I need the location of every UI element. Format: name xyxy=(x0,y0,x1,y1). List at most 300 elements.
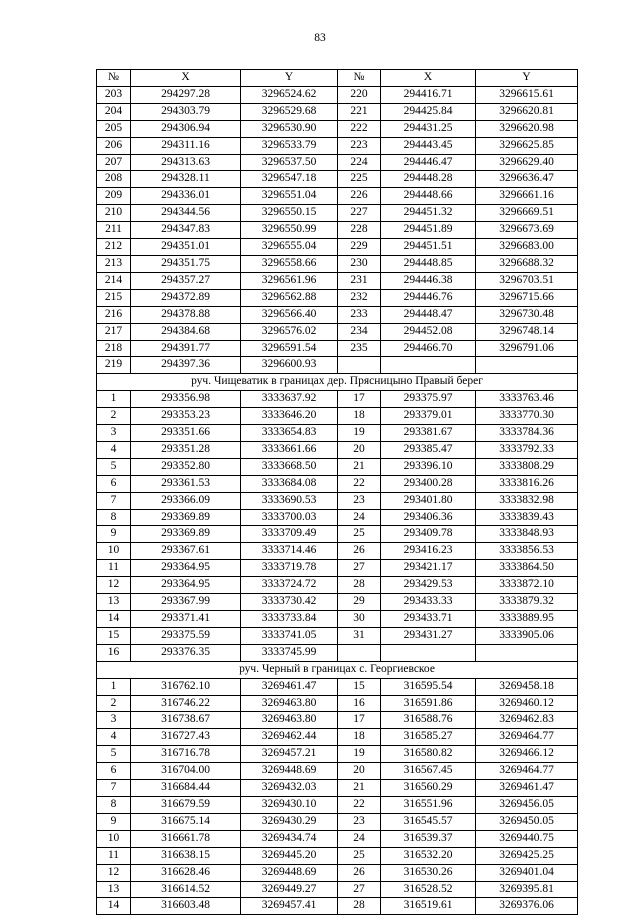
table-cell: 3296530.90 xyxy=(241,120,338,137)
table-cell xyxy=(338,644,381,661)
table-row xyxy=(97,391,578,408)
table-cell: 294313.63 xyxy=(131,154,241,171)
table-row xyxy=(97,492,578,509)
table-cell: 3269463.80 xyxy=(241,695,338,712)
table-cell: 3296791.06 xyxy=(476,340,578,357)
header-row xyxy=(97,70,578,87)
table-cell: 230 xyxy=(338,255,381,272)
table-cell: 293433.33 xyxy=(381,594,476,611)
table-row xyxy=(97,543,578,560)
table-cell: 316545.57 xyxy=(381,813,476,830)
table-cell: 294303.79 xyxy=(131,103,241,120)
table-cell xyxy=(381,644,476,661)
table-cell: 3333684.08 xyxy=(241,475,338,492)
table-cell: 316532.20 xyxy=(381,847,476,864)
table-cell: 316684.44 xyxy=(131,780,241,797)
table-cell: 3269440.75 xyxy=(476,830,578,847)
table-cell: 7 xyxy=(97,492,131,509)
table-cell: 3333741.05 xyxy=(241,627,338,644)
table-cell: 207 xyxy=(97,154,131,171)
table-cell: 3269463.80 xyxy=(241,712,338,729)
table-cell: 3296636.47 xyxy=(476,171,578,188)
table-cell: 294344.56 xyxy=(131,205,241,222)
table-cell: 3269464.77 xyxy=(476,729,578,746)
table-cell: 3333646.20 xyxy=(241,408,338,425)
table-cell: 5 xyxy=(97,746,131,763)
table-cell xyxy=(476,357,578,374)
table-cell: 3333654.83 xyxy=(241,425,338,442)
section-title-row xyxy=(97,661,578,678)
table-cell: 3296703.51 xyxy=(476,272,578,289)
table-cell: 3296576.02 xyxy=(241,323,338,340)
table-cell: 204 xyxy=(97,103,131,120)
table-cell: 3333730.42 xyxy=(241,594,338,611)
table-row xyxy=(97,323,578,340)
table-cell: 3296551.04 xyxy=(241,188,338,205)
table-cell: 294351.01 xyxy=(131,239,241,256)
table-cell: 3333770.30 xyxy=(476,408,578,425)
table-cell: 8 xyxy=(97,796,131,813)
table-cell: 316603.48 xyxy=(131,898,241,915)
table-row xyxy=(97,289,578,306)
table-cell: 14 xyxy=(97,611,131,628)
table-cell: 31 xyxy=(338,627,381,644)
table-cell: 293396.10 xyxy=(381,458,476,475)
table-cell: 209 xyxy=(97,188,131,205)
table-cell: 233 xyxy=(338,306,381,323)
table-row xyxy=(97,695,578,712)
table-cell: 316580.82 xyxy=(381,746,476,763)
table-row xyxy=(97,458,578,475)
table-cell: 294466.70 xyxy=(381,340,476,357)
table-cell: 3269461.47 xyxy=(476,780,578,797)
table-cell: 294425.84 xyxy=(381,103,476,120)
table-cell: 294357.27 xyxy=(131,272,241,289)
table-cell: 293351.28 xyxy=(131,441,241,458)
table-cell: 3333714.46 xyxy=(241,543,338,560)
table-row xyxy=(97,255,578,272)
table-row xyxy=(97,509,578,526)
table-cell: 3296600.93 xyxy=(241,357,338,374)
table-row xyxy=(97,881,578,898)
table-cell: 3333637.92 xyxy=(241,391,338,408)
table-row xyxy=(97,222,578,239)
table-cell: 3296683.00 xyxy=(476,239,578,256)
table-cell: 227 xyxy=(338,205,381,222)
table-cell: 3269434.74 xyxy=(241,830,338,847)
table-row xyxy=(97,171,578,188)
table-cell: 316560.29 xyxy=(381,780,476,797)
table-cell: 293356.98 xyxy=(131,391,241,408)
table-cell: 3296620.98 xyxy=(476,120,578,137)
table-cell: 3333709.49 xyxy=(241,526,338,543)
table-cell: 3333905.06 xyxy=(476,627,578,644)
table-row xyxy=(97,729,578,746)
table-cell: 10 xyxy=(97,543,131,560)
table-cell: 217 xyxy=(97,323,131,340)
table-cell: 30 xyxy=(338,611,381,628)
table-cell: 3333690.53 xyxy=(241,492,338,509)
table-cell: 316551.96 xyxy=(381,796,476,813)
table-cell xyxy=(381,357,476,374)
table-cell: 293381.67 xyxy=(381,425,476,442)
table-cell: 212 xyxy=(97,239,131,256)
table-cell: 294448.66 xyxy=(381,188,476,205)
table-cell: 293371.41 xyxy=(131,611,241,628)
table-cell: 294311.16 xyxy=(131,137,241,154)
table-cell: 3269449.27 xyxy=(241,881,338,898)
table-cell: 3 xyxy=(97,712,131,729)
table-cell: 220 xyxy=(338,86,381,103)
table-cell: 3269376.06 xyxy=(476,898,578,915)
table-cell: 7 xyxy=(97,780,131,797)
table-cell: 293352.80 xyxy=(131,458,241,475)
table-cell: 3333808.29 xyxy=(476,458,578,475)
table-cell: 316762.10 xyxy=(131,678,241,695)
table-cell: 15 xyxy=(338,678,381,695)
table-cell: 3269450.05 xyxy=(476,813,578,830)
table-cell: 3333856.53 xyxy=(476,543,578,560)
table-row xyxy=(97,340,578,357)
table-cell: 293353.23 xyxy=(131,408,241,425)
table-cell: 3296550.15 xyxy=(241,205,338,222)
table-cell: 294328.11 xyxy=(131,171,241,188)
table-body xyxy=(97,86,578,914)
table-row xyxy=(97,425,578,442)
table-cell: 16 xyxy=(97,644,131,661)
table-cell: 18 xyxy=(338,729,381,746)
table-cell xyxy=(338,357,381,374)
table-cell: 293431.27 xyxy=(381,627,476,644)
table-cell: 316585.27 xyxy=(381,729,476,746)
table-row xyxy=(97,441,578,458)
table-cell: 316746.22 xyxy=(131,695,241,712)
table-cell: 3269457.41 xyxy=(241,898,338,915)
coordinates-table xyxy=(96,69,578,915)
table-cell: 234 xyxy=(338,323,381,340)
table-cell: 27 xyxy=(338,881,381,898)
table-cell: 3269466.12 xyxy=(476,746,578,763)
table-cell: 3333668.50 xyxy=(241,458,338,475)
table-cell: 293369.89 xyxy=(131,509,241,526)
table-cell: 3333661.66 xyxy=(241,441,338,458)
table-cell: 316727.43 xyxy=(131,729,241,746)
table-cell: 3296547.18 xyxy=(241,171,338,188)
table-cell: 5 xyxy=(97,458,131,475)
table-cell: 293401.80 xyxy=(381,492,476,509)
table-cell: 3269464.77 xyxy=(476,763,578,780)
table-cell: 18 xyxy=(338,408,381,425)
table-cell: 294391.77 xyxy=(131,340,241,357)
table-cell: 316530.26 xyxy=(381,864,476,881)
table-cell: 210 xyxy=(97,205,131,222)
table-row xyxy=(97,847,578,864)
table-cell: 3296625.85 xyxy=(476,137,578,154)
table-cell: 3333763.46 xyxy=(476,391,578,408)
table-cell: 316628.46 xyxy=(131,864,241,881)
table-cell: 3333816.26 xyxy=(476,475,578,492)
header-cell-y-1: Y xyxy=(241,70,338,87)
table-cell: 3333864.50 xyxy=(476,560,578,577)
section-title: руч. Черный в границах с. Георгиевское xyxy=(97,661,578,678)
table-row xyxy=(97,526,578,543)
table-cell: 9 xyxy=(97,813,131,830)
table-cell: 316704.00 xyxy=(131,763,241,780)
table-row xyxy=(97,678,578,695)
table-cell: 3269457.21 xyxy=(241,746,338,763)
table-row xyxy=(97,780,578,797)
table-cell: 3296748.14 xyxy=(476,323,578,340)
table-cell: 294336.01 xyxy=(131,188,241,205)
header-cell-x-2: X xyxy=(381,70,476,87)
table-cell: 28 xyxy=(338,898,381,915)
table-row xyxy=(97,830,578,847)
table-cell: 293400.28 xyxy=(381,475,476,492)
table-cell: 294306.94 xyxy=(131,120,241,137)
table-row xyxy=(97,577,578,594)
table-cell: 294452.08 xyxy=(381,323,476,340)
table-cell: 3296661.16 xyxy=(476,188,578,205)
table-cell: 3333839.43 xyxy=(476,509,578,526)
table-cell: 3333700.03 xyxy=(241,509,338,526)
table-cell: 12 xyxy=(97,577,131,594)
table-cell: 3296555.04 xyxy=(241,239,338,256)
page-number: 83 xyxy=(314,32,326,44)
table-cell: 3296550.99 xyxy=(241,222,338,239)
table-cell: 316738.67 xyxy=(131,712,241,729)
table-cell: 19 xyxy=(338,746,381,763)
table-cell: 11 xyxy=(97,847,131,864)
table-cell: 316661.78 xyxy=(131,830,241,847)
table-cell: 316519.61 xyxy=(381,898,476,915)
table-header xyxy=(97,70,578,87)
table-cell: 3296669.51 xyxy=(476,205,578,222)
table-cell: 3296561.96 xyxy=(241,272,338,289)
table-cell: 294384.68 xyxy=(131,323,241,340)
table-cell: 3333889.95 xyxy=(476,611,578,628)
table-row xyxy=(97,188,578,205)
table-cell: 293366.09 xyxy=(131,492,241,509)
section-title-row xyxy=(97,374,578,391)
table-cell: 3296566.40 xyxy=(241,306,338,323)
table-cell: 25 xyxy=(338,847,381,864)
table-cell: 28 xyxy=(338,577,381,594)
table-cell: 3269425.25 xyxy=(476,847,578,864)
table-cell: 23 xyxy=(338,813,381,830)
table-row xyxy=(97,408,578,425)
table-cell: 3296524.62 xyxy=(241,86,338,103)
table-cell: 3269432.03 xyxy=(241,780,338,797)
table-cell: 27 xyxy=(338,560,381,577)
table-cell: 21 xyxy=(338,780,381,797)
table-cell: 3269461.47 xyxy=(241,678,338,695)
table-cell: 3296591.54 xyxy=(241,340,338,357)
table-cell: 3333745.99 xyxy=(241,644,338,661)
table-cell: 20 xyxy=(338,441,381,458)
table-cell: 294448.47 xyxy=(381,306,476,323)
table-cell: 26 xyxy=(338,864,381,881)
table-row xyxy=(97,898,578,915)
table-cell: 14 xyxy=(97,898,131,915)
table-cell: 3269430.10 xyxy=(241,796,338,813)
table-row xyxy=(97,763,578,780)
table-cell: 293409.78 xyxy=(381,526,476,543)
header-cell-y-2: Y xyxy=(476,70,578,87)
table-cell: 3269462.83 xyxy=(476,712,578,729)
table-cell: 3296730.48 xyxy=(476,306,578,323)
table-cell: 293375.59 xyxy=(131,627,241,644)
table-cell: 1 xyxy=(97,678,131,695)
table-cell: 294446.76 xyxy=(381,289,476,306)
table-cell: 3269460.12 xyxy=(476,695,578,712)
table-cell: 3269448.69 xyxy=(241,864,338,881)
table-cell: 293433.71 xyxy=(381,611,476,628)
table-cell: 222 xyxy=(338,120,381,137)
table-cell: 316591.86 xyxy=(381,695,476,712)
table-row xyxy=(97,154,578,171)
table-cell: 1 xyxy=(97,391,131,408)
table-row xyxy=(97,103,578,120)
table-cell: 20 xyxy=(338,763,381,780)
table-cell: 3296558.66 xyxy=(241,255,338,272)
table-cell: 294446.38 xyxy=(381,272,476,289)
table-cell: 25 xyxy=(338,526,381,543)
table-row xyxy=(97,644,578,661)
table-cell: 316716.78 xyxy=(131,746,241,763)
table-cell: 3296673.69 xyxy=(476,222,578,239)
table-cell: 221 xyxy=(338,103,381,120)
table-row xyxy=(97,560,578,577)
table-cell: 226 xyxy=(338,188,381,205)
table-cell: 2 xyxy=(97,695,131,712)
table-cell: 235 xyxy=(338,340,381,357)
table-cell: 3333719.78 xyxy=(241,560,338,577)
table-cell: 293364.95 xyxy=(131,560,241,577)
table-cell: 3296688.32 xyxy=(476,255,578,272)
table-cell: 224 xyxy=(338,154,381,171)
table-cell: 216 xyxy=(97,306,131,323)
table-cell: 3269448.69 xyxy=(241,763,338,780)
table-cell: 2 xyxy=(97,408,131,425)
table-cell: 294448.85 xyxy=(381,255,476,272)
table-row xyxy=(97,475,578,492)
table-cell: 3296562.88 xyxy=(241,289,338,306)
table-cell: 215 xyxy=(97,289,131,306)
table-row xyxy=(97,627,578,644)
table-cell: 231 xyxy=(338,272,381,289)
table-cell: 3333848.93 xyxy=(476,526,578,543)
table-row xyxy=(97,594,578,611)
table-cell: 22 xyxy=(338,796,381,813)
table-row xyxy=(97,120,578,137)
table-cell: 213 xyxy=(97,255,131,272)
table-cell: 225 xyxy=(338,171,381,188)
table-cell: 293364.95 xyxy=(131,577,241,594)
table-cell: 3296629.40 xyxy=(476,154,578,171)
table-cell: 293375.97 xyxy=(381,391,476,408)
table-cell: 3333879.32 xyxy=(476,594,578,611)
table-cell: 203 xyxy=(97,86,131,103)
table-cell: 11 xyxy=(97,560,131,577)
table-cell: 316638.15 xyxy=(131,847,241,864)
table-cell: 294451.51 xyxy=(381,239,476,256)
table-cell: 294397.36 xyxy=(131,357,241,374)
table-cell: 6 xyxy=(97,475,131,492)
table-cell: 19 xyxy=(338,425,381,442)
table-cell: 6 xyxy=(97,763,131,780)
table-cell: 3269401.04 xyxy=(476,864,578,881)
table-cell: 3296615.61 xyxy=(476,86,578,103)
table-cell: 294351.75 xyxy=(131,255,241,272)
table-row xyxy=(97,306,578,323)
table-cell: 316588.76 xyxy=(381,712,476,729)
header-cell-num-1: № xyxy=(97,70,131,87)
table-cell: 293367.61 xyxy=(131,543,241,560)
table-cell: 293351.66 xyxy=(131,425,241,442)
table-cell: 294297.28 xyxy=(131,86,241,103)
table-cell: 3269458.18 xyxy=(476,678,578,695)
table-cell: 294443.45 xyxy=(381,137,476,154)
table-cell: 4 xyxy=(97,729,131,746)
table-cell: 13 xyxy=(97,881,131,898)
table-row xyxy=(97,137,578,154)
header-cell-num-2: № xyxy=(338,70,381,87)
table-cell: 21 xyxy=(338,458,381,475)
table-cell: 8 xyxy=(97,509,131,526)
table-cell: 294451.32 xyxy=(381,205,476,222)
table-cell: 17 xyxy=(338,712,381,729)
table-cell: 29 xyxy=(338,594,381,611)
table-cell: 208 xyxy=(97,171,131,188)
table-cell: 3 xyxy=(97,425,131,442)
table-cell: 294372.89 xyxy=(131,289,241,306)
table-cell: 293379.01 xyxy=(381,408,476,425)
table-cell: 3296620.81 xyxy=(476,103,578,120)
table-cell: 24 xyxy=(338,830,381,847)
table-cell: 211 xyxy=(97,222,131,239)
table-cell: 316528.52 xyxy=(381,881,476,898)
table-row xyxy=(97,796,578,813)
table-cell: 3296715.66 xyxy=(476,289,578,306)
table-cell: 293369.89 xyxy=(131,526,241,543)
table-cell: 10 xyxy=(97,830,131,847)
table-cell: 23 xyxy=(338,492,381,509)
table-row xyxy=(97,357,578,374)
table-cell: 4 xyxy=(97,441,131,458)
table-cell: 3333792.33 xyxy=(476,441,578,458)
table-cell: 3269445.20 xyxy=(241,847,338,864)
table-cell: 205 xyxy=(97,120,131,137)
table-cell: 316567.45 xyxy=(381,763,476,780)
table-cell: 22 xyxy=(338,475,381,492)
table-cell: 229 xyxy=(338,239,381,256)
header-cell-x-1: X xyxy=(131,70,241,87)
table-cell: 316539.37 xyxy=(381,830,476,847)
table-cell: 293376.35 xyxy=(131,644,241,661)
table-cell: 316595.54 xyxy=(381,678,476,695)
table-cell: 3333832.98 xyxy=(476,492,578,509)
table-cell: 3269462.44 xyxy=(241,729,338,746)
table-cell: 293429.53 xyxy=(381,577,476,594)
table-cell: 214 xyxy=(97,272,131,289)
table-cell: 3296529.68 xyxy=(241,103,338,120)
table-cell: 3296533.79 xyxy=(241,137,338,154)
table-row xyxy=(97,239,578,256)
table-cell: 232 xyxy=(338,289,381,306)
table-cell: 294416.71 xyxy=(381,86,476,103)
table-cell: 15 xyxy=(97,627,131,644)
table-row xyxy=(97,611,578,628)
